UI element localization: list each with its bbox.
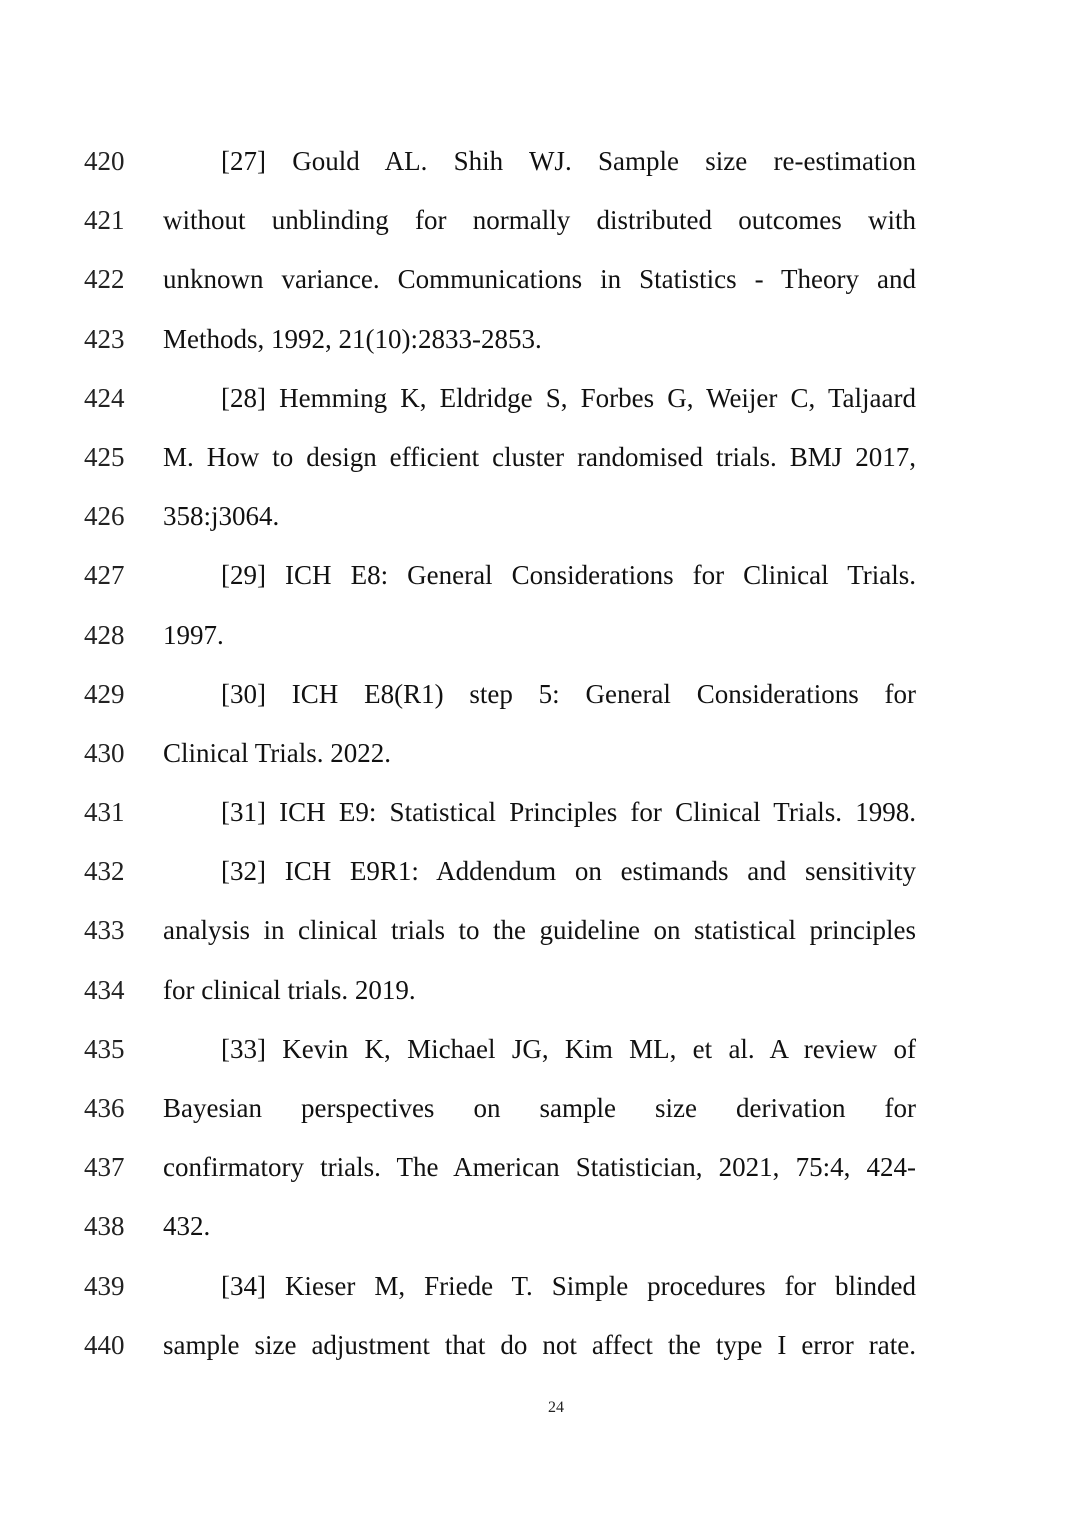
text-line bbox=[0, 1078, 1080, 1137]
line-number: 427 bbox=[84, 560, 125, 591]
line-number: 429 bbox=[84, 678, 125, 709]
line-text: [34] Kieser M, Friede T. Simple procedures for blinded bbox=[221, 1270, 916, 1301]
line-text: [28] Hemming K, Eldridge S, Forbes G, Weijer C, Taljaard bbox=[221, 382, 916, 413]
text-line bbox=[0, 960, 1080, 1019]
line-text: for clinical trials. 2019. bbox=[163, 974, 416, 1005]
line-number: 433 bbox=[84, 915, 125, 946]
text-line bbox=[0, 723, 1080, 782]
line-number: 438 bbox=[84, 1211, 125, 1242]
text-line bbox=[0, 427, 1080, 486]
line-number: 424 bbox=[84, 382, 125, 413]
text-line bbox=[0, 249, 1080, 308]
line-number: 421 bbox=[84, 205, 125, 236]
line-text: [29] ICH E8: General Considerations for Clinical Trials. bbox=[221, 560, 916, 591]
text-line bbox=[0, 131, 1080, 190]
line-text: confirmatory trials. The American Statistician, 2021, 75:4, 424- bbox=[163, 1152, 916, 1183]
line-text: [32] ICH E9R1: Addendum on estimands and sensitivity bbox=[221, 856, 916, 887]
line-text: [31] ICH E9: Statistical Principles for Clinical Trials. 1998. bbox=[221, 797, 916, 828]
line-number: 435 bbox=[84, 1033, 125, 1064]
text-line bbox=[0, 1019, 1080, 1078]
line-number: 428 bbox=[84, 619, 125, 650]
line-text: 432. bbox=[163, 1211, 211, 1242]
text-line bbox=[0, 664, 1080, 723]
page-number: 24 bbox=[548, 1399, 564, 1416]
line-text: Bayesian perspectives on sample size derivation for bbox=[163, 1093, 916, 1123]
text-line bbox=[0, 486, 1080, 545]
line-number: 430 bbox=[84, 737, 125, 768]
line-number: 432 bbox=[84, 856, 125, 887]
line-number: 434 bbox=[84, 974, 125, 1005]
line-text: unknown variance. Communications in Statistics - Theory and bbox=[163, 264, 916, 295]
line-text: Clinical Trials. 2022. bbox=[163, 737, 392, 768]
line-text: Methods, 1992, 21(10):2833-2853. bbox=[163, 323, 542, 354]
line-number: 437 bbox=[84, 1152, 125, 1183]
line-text: analysis in clinical trials to the guideline on statistical principles bbox=[163, 915, 916, 946]
text-line bbox=[0, 782, 1080, 841]
line-text: M. How to design efficient cluster randomised trials. BMJ 2017, bbox=[163, 441, 916, 472]
text-line bbox=[0, 1256, 1080, 1315]
line-number: 426 bbox=[84, 501, 125, 532]
line-text: [30] ICH E8(R1) step 5: General Considerations for bbox=[221, 678, 916, 709]
line-number: 422 bbox=[84, 264, 125, 295]
text-line bbox=[0, 605, 1080, 664]
text-line bbox=[0, 841, 1080, 900]
line-number: 440 bbox=[84, 1329, 125, 1360]
line-text: [33] Kevin K, Michael JG, Kim ML, et al. A review of bbox=[221, 1033, 916, 1064]
text-line bbox=[0, 309, 1080, 368]
line-number: 431 bbox=[84, 797, 125, 828]
text-line bbox=[0, 1315, 1080, 1374]
text-line bbox=[0, 1196, 1080, 1255]
line-text: sample size adjustment that do not affect the type I error rate. bbox=[163, 1329, 916, 1360]
line-number: 439 bbox=[84, 1270, 125, 1301]
text-line bbox=[0, 190, 1080, 249]
line-number: 436 bbox=[84, 1093, 125, 1123]
line-text: [27] Gould AL. Shih WJ. Sample size re-estimation bbox=[221, 146, 916, 176]
line-number: 420 bbox=[84, 146, 125, 176]
line-text: 358:j3064. bbox=[163, 501, 280, 532]
text-line bbox=[0, 368, 1080, 427]
line-text: without unblinding for normally distributed outcomes with bbox=[163, 205, 916, 236]
line-text: 1997. bbox=[163, 619, 224, 650]
text-line bbox=[0, 1137, 1080, 1196]
line-number: 425 bbox=[84, 441, 125, 472]
text-line bbox=[0, 545, 1080, 604]
text-line bbox=[0, 900, 1080, 959]
reference-lines bbox=[0, 131, 1080, 1374]
line-number: 423 bbox=[84, 323, 125, 354]
